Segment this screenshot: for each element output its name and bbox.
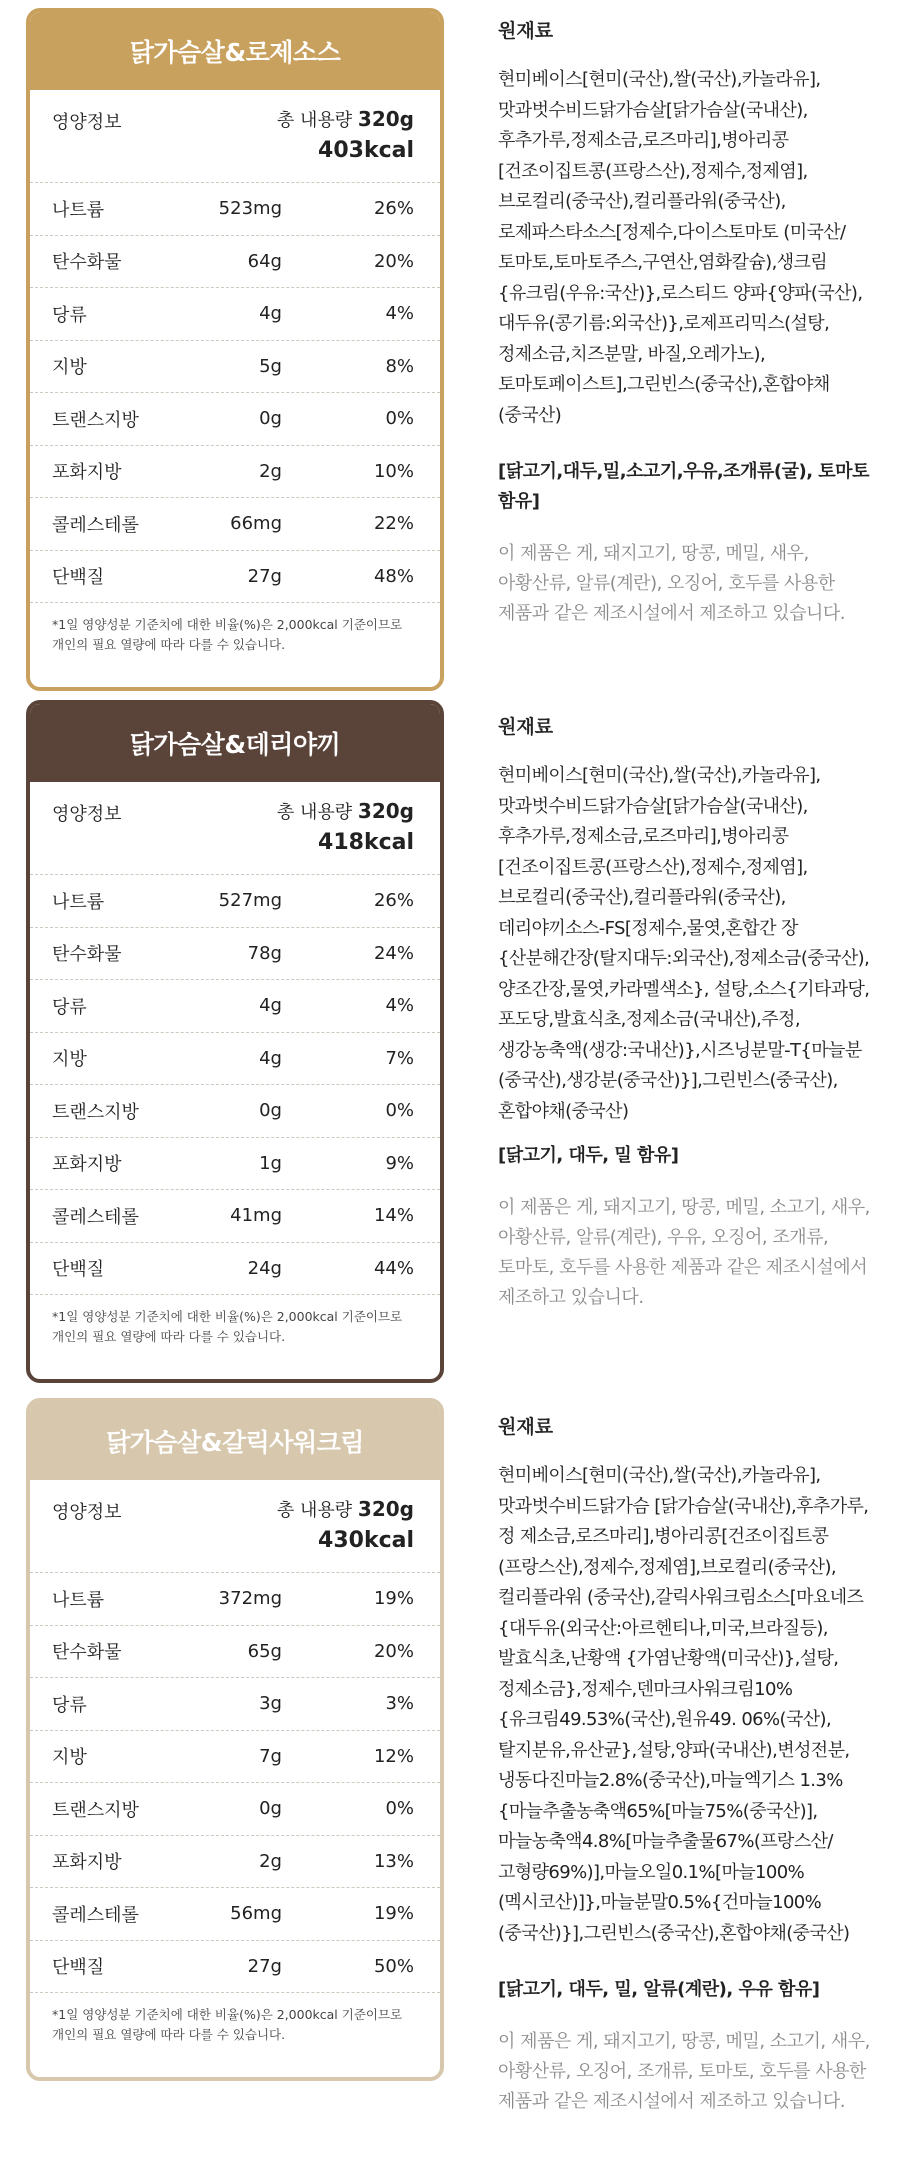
nutrient-percent: 0% bbox=[385, 408, 414, 430]
total-label: 총 내용량 bbox=[276, 110, 353, 131]
nutrition-label: 영양정보 bbox=[52, 1502, 122, 1523]
nutrient-name: 당류 bbox=[52, 996, 87, 1018]
nutrition-rows bbox=[30, 875, 440, 1295]
nutrient-amount: 0g bbox=[259, 1100, 282, 1122]
nutrition-row bbox=[30, 1783, 440, 1836]
nutrient-percent: 26% bbox=[373, 198, 414, 220]
nutrient-amount: 65g bbox=[247, 1640, 282, 1662]
footnote bbox=[30, 603, 440, 655]
nutrient-percent: 48% bbox=[373, 565, 414, 587]
ingredients-text: 현미베이스[현미(국산),쌀(국산),카놀라유],맛과벗수비드닭가슴살[닭가슴살(국내산),후추가루,정제소금,로즈마리],병아리콩[건조이집트콩(프랑스산),정제수,정제염],브로컬리(중국산),컬리플라워(중국산),로제파스타소스[정제수,다이스토마토 (미국산/토마토,토마토주스,구연산,염화칼슘),생크림{유크림(우유:국산)},로스티드 양파{양파(국산),대두유(콩기름:외국산)},로제프리믹스(설탕,정제소금,치즈분말, 바질,오레가노),토마토페이스트],그린빈스(중국산),혼합야채(중국산) bbox=[498, 69, 863, 426]
nutrient-amount: 4g bbox=[259, 303, 282, 325]
nutrient-percent: 12% bbox=[373, 1745, 414, 1767]
nutrient-name: 단백질 bbox=[52, 567, 105, 589]
nutrition-row bbox=[30, 288, 440, 341]
nutrient-amount: 78g bbox=[247, 942, 282, 964]
allergy-info: [닭고기, 대두, 밀, 알류(계란), 우유 함유] bbox=[498, 1979, 820, 2000]
nutrient-name: 콜레스테롤 bbox=[52, 1904, 139, 1926]
nutrient-name: 포화지방 bbox=[52, 1154, 122, 1176]
nutrient-name: 콜레스테롤 bbox=[52, 514, 139, 536]
facility-note: 이 제품은 게, 돼지고기, 땅콩, 메밀, 새우, 아황산류, 알류(계란), 오징어, 호두를 사용한 제품과 같은 제조시설에서 제조하고 있습니다. bbox=[498, 543, 845, 624]
nutrient-amount: 64g bbox=[247, 250, 282, 272]
nutrient-percent: 3% bbox=[385, 1693, 414, 1715]
total-label: 총 내용량 bbox=[276, 802, 353, 823]
nutrition-row bbox=[30, 183, 440, 236]
ingredients-panel bbox=[498, 1412, 870, 2117]
nutrition-rows bbox=[30, 183, 440, 603]
total-value: 320g bbox=[357, 107, 414, 131]
nutrient-name: 트랜스지방 bbox=[52, 409, 139, 431]
total-value: 320g bbox=[357, 1497, 414, 1521]
nutrient-percent: 0% bbox=[385, 1100, 414, 1122]
nutrient-percent: 7% bbox=[385, 1047, 414, 1069]
nutrient-percent: 14% bbox=[373, 1205, 414, 1227]
nutrient-amount: 4g bbox=[259, 1047, 282, 1069]
nutrition-row bbox=[30, 393, 440, 446]
facility-note: 이 제품은 게, 돼지고기, 땅콩, 메밀, 소고기, 새우, 아황산류, 오징어, 조개류, 토마토, 호두를 사용한 제품과 같은 제조시설에서 제조하고 있습니다. bbox=[498, 2031, 870, 2112]
nutrition-row bbox=[30, 498, 440, 551]
footnote-line: 개인의 필요 열량에 따라 다를 수 있습니다. bbox=[52, 1329, 286, 1344]
nutrient-name: 포화지방 bbox=[52, 1852, 122, 1874]
total-amount bbox=[277, 798, 414, 824]
nutrient-amount: 66mg bbox=[230, 513, 282, 535]
nutrient-name: 탄수화물 bbox=[52, 1642, 122, 1664]
ingredients-panel bbox=[498, 712, 870, 1313]
nutrient-amount: 41mg bbox=[230, 1205, 282, 1227]
nutrient-amount: 24g bbox=[247, 1257, 282, 1279]
total-amount bbox=[277, 1496, 414, 1522]
ingredients-text: 현미베이스[현미(국산),쌀(국산),카놀라유],맛과벗수비드닭가슴살[닭가슴살(국내산),후추가루,정제소금,로즈마리],병아리콩[건조이집트콩(프랑스산),정제수,정제염],브로컬리(중국산),컬리플라워(중국산),데리야끼소스-FS[정제수,물엿,혼합간 장{산분해간장(탈지대두:외국산),정제소금(중국산),양조간장,물엿,카라멜색소}, 설탕,소스{기타과당,포도당,발효식초,정제소금(국내산),주정,생강농축액(생강:국내산)},시즈닝분말-T{마늘분(중국산),생강분(중국산)}],그린빈스(중국산), 혼합야채(중국산) bbox=[498, 765, 870, 1122]
ingredients-title: 원재료 bbox=[498, 20, 554, 42]
nutrient-percent: 0% bbox=[385, 1798, 414, 1820]
nutrient-percent: 9% bbox=[385, 1152, 414, 1174]
nutrient-name: 지방 bbox=[52, 1747, 87, 1769]
nutrition-card bbox=[26, 8, 444, 691]
nutrient-percent: 20% bbox=[373, 250, 414, 272]
nutrient-amount: 4g bbox=[259, 995, 282, 1017]
nutrient-name: 콜레스테롤 bbox=[52, 1206, 139, 1228]
nutrient-name: 나트륨 bbox=[52, 891, 105, 913]
nutrition-row bbox=[30, 1033, 440, 1086]
nutrient-amount: 372mg bbox=[218, 1588, 282, 1610]
footnote-line: 개인의 필요 열량에 따라 다를 수 있습니다. bbox=[52, 637, 286, 652]
nutrition-card bbox=[26, 700, 444, 1383]
total-amount bbox=[277, 106, 414, 132]
nutrition-label: 영양정보 bbox=[52, 804, 122, 825]
nutrient-name: 지방 bbox=[52, 1049, 87, 1071]
nutrition-row bbox=[30, 1138, 440, 1191]
nutrient-name: 탄수화물 bbox=[52, 944, 122, 966]
nutrition-row bbox=[30, 1731, 440, 1784]
nutrition-label: 영양정보 bbox=[52, 112, 122, 133]
nutrient-percent: 50% bbox=[373, 1955, 414, 1977]
nutrient-name: 트랜스지방 bbox=[52, 1799, 139, 1821]
footnote bbox=[30, 1993, 440, 2045]
nutrient-amount: 527mg bbox=[218, 890, 282, 912]
nutrient-amount: 0g bbox=[259, 408, 282, 430]
nutrient-percent: 4% bbox=[385, 303, 414, 325]
nutrient-name: 지방 bbox=[52, 357, 87, 379]
nutrition-row bbox=[30, 1243, 440, 1296]
allergy-info: [닭고기, 대두, 밀 함유] bbox=[498, 1145, 679, 1166]
product-title: 닭가슴살&데리야끼 bbox=[30, 704, 440, 782]
ingredients-panel bbox=[498, 16, 870, 629]
product-title: 닭가슴살&로제소스 bbox=[30, 12, 440, 90]
nutrition-row bbox=[30, 1836, 440, 1889]
nutrition-row bbox=[30, 875, 440, 928]
nutrient-name: 단백질 bbox=[52, 1957, 105, 1979]
total-value: 320g bbox=[357, 799, 414, 823]
nutrient-amount: 0g bbox=[259, 1798, 282, 1820]
nutrition-card bbox=[26, 1398, 444, 2081]
nutrient-name: 단백질 bbox=[52, 1259, 105, 1281]
nutrient-amount: 27g bbox=[247, 1955, 282, 1977]
kcal-value: 418kcal bbox=[318, 830, 414, 855]
nutrient-amount: 2g bbox=[259, 460, 282, 482]
nutrient-name: 나트륨 bbox=[52, 1589, 105, 1611]
nutrient-percent: 10% bbox=[373, 460, 414, 482]
nutrition-row bbox=[30, 980, 440, 1033]
nutrient-percent: 13% bbox=[373, 1850, 414, 1872]
nutrition-row bbox=[30, 446, 440, 499]
nutrient-name: 트랜스지방 bbox=[52, 1101, 139, 1123]
nutrient-amount: 27g bbox=[247, 565, 282, 587]
nutrient-percent: 26% bbox=[373, 890, 414, 912]
nutrient-percent: 22% bbox=[373, 513, 414, 535]
nutrient-amount: 2g bbox=[259, 1850, 282, 1872]
nutrient-percent: 19% bbox=[373, 1903, 414, 1925]
nutrient-name: 포화지방 bbox=[52, 462, 122, 484]
nutrient-name: 당류 bbox=[52, 304, 87, 326]
nutrition-row bbox=[30, 341, 440, 394]
nutrient-percent: 8% bbox=[385, 355, 414, 377]
footnote bbox=[30, 1295, 440, 1347]
nutrition-row bbox=[30, 1085, 440, 1138]
ingredients-title: 원재료 bbox=[498, 1416, 554, 1438]
nutrient-name: 탄수화물 bbox=[52, 252, 122, 274]
kcal-value: 430kcal bbox=[318, 1528, 414, 1553]
nutrition-row bbox=[30, 1941, 440, 1994]
nutrient-name: 나트륨 bbox=[52, 199, 105, 221]
allergy-info: [닭고기,대두,밀,소고기,우유,조개류(굴), 토마토 함유] bbox=[498, 461, 869, 512]
nutrient-percent: 24% bbox=[373, 942, 414, 964]
nutrition-summary bbox=[30, 90, 440, 183]
nutrient-name: 당류 bbox=[52, 1694, 87, 1716]
nutrient-percent: 20% bbox=[373, 1640, 414, 1662]
nutrition-summary bbox=[30, 782, 440, 875]
nutrient-percent: 44% bbox=[373, 1257, 414, 1279]
nutrition-summary bbox=[30, 1480, 440, 1573]
footnote-line: *1일 영양성분 기준치에 대한 비율(%)은 2,000kcal 기준이므로 bbox=[52, 2007, 403, 2022]
ingredients-text: 현미베이스[현미(국산),쌀(국산),카놀라유],맛과벗수비드닭가슴 [닭가슴살(국내산),후추가루,정 제소금,로즈마리],병아리콩[건조이집트콩(프랑스산),정제수,정제염],브로컬리(중국산),컬리플라워 (중국산),갈릭사워크림소스[마요네즈{대두유(외국산:아르헨티나,미국,브라질등),발효식초,난황액 {가염난황액(미국산)},설탕,정제소금},정제수,덴마크사워크림10%{유크림49.53%(국산),원유49. 06%(국산),탈지분유,유산균},설탕,양파(국내산),변성전분,냉동다진마늘2.8%(중국산),마늘엑기스 1.3%{마늘추출농축액65%[마늘75%(중국산)],마늘농축액4.8%[마늘추출물67%(프랑스산/고형량69%)],마늘오일0.1%[마늘100%(멕시코산)]},마늘분말0.5%{건마늘100%(중국산)}],그린빈스(중국산),혼합야채(중국산) bbox=[498, 1465, 869, 1944]
footnote-line: 개인의 필요 열량에 따라 다를 수 있습니다. bbox=[52, 2027, 286, 2042]
nutrition-row bbox=[30, 1626, 440, 1679]
nutrient-percent: 19% bbox=[373, 1588, 414, 1610]
kcal-value: 403kcal bbox=[318, 138, 414, 163]
nutrient-amount: 3g bbox=[259, 1693, 282, 1715]
nutrient-amount: 1g bbox=[259, 1152, 282, 1174]
nutrient-amount: 7g bbox=[259, 1745, 282, 1767]
nutrition-row bbox=[30, 1573, 440, 1626]
nutrition-rows bbox=[30, 1573, 440, 1993]
nutrient-amount: 523mg bbox=[218, 198, 282, 220]
product-title: 닭가슴살&갈릭사워크림 bbox=[30, 1402, 440, 1480]
nutrition-row bbox=[30, 1678, 440, 1731]
facility-note: 이 제품은 게, 돼지고기, 땅콩, 메밀, 소고기, 새우, 아황산류, 알류(계란), 우유, 오징어, 조개류, 토마토, 호두를 사용한 제품과 같은 제조시설에서 제조하고 있습니다. bbox=[498, 1197, 870, 1308]
ingredients-title: 원재료 bbox=[498, 716, 554, 738]
nutrition-row bbox=[30, 1190, 440, 1243]
footnote-line: *1일 영양성분 기준치에 대한 비율(%)은 2,000kcal 기준이므로 bbox=[52, 1309, 403, 1324]
nutrition-row bbox=[30, 928, 440, 981]
nutrition-row bbox=[30, 236, 440, 289]
nutrition-row bbox=[30, 1888, 440, 1941]
nutrient-amount: 56mg bbox=[230, 1903, 282, 1925]
nutrient-percent: 4% bbox=[385, 995, 414, 1017]
nutrition-row bbox=[30, 551, 440, 604]
footnote-line: *1일 영양성분 기준치에 대한 비율(%)은 2,000kcal 기준이므로 bbox=[52, 617, 403, 632]
total-label: 총 내용량 bbox=[276, 1500, 353, 1521]
nutrient-amount: 5g bbox=[259, 355, 282, 377]
